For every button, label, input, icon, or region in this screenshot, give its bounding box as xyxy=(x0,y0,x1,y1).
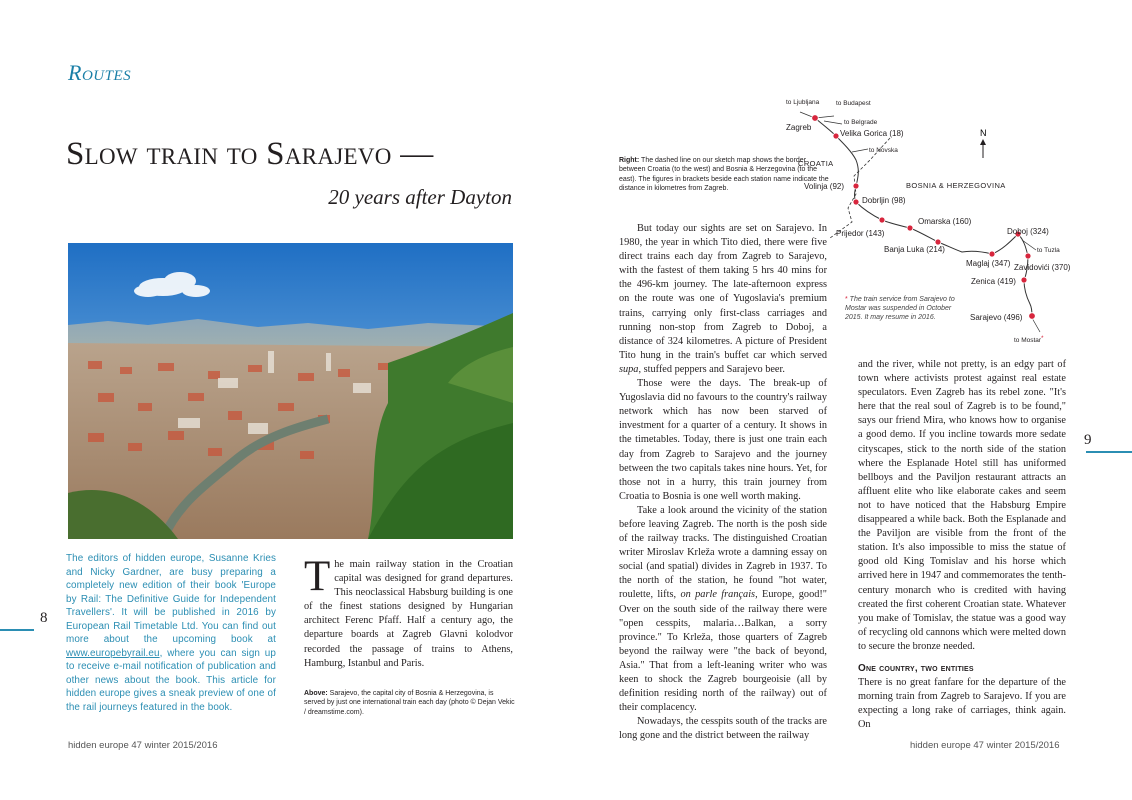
footnote-star: * xyxy=(845,296,848,303)
sidebar-text: The editors of hidden europe, Susanne Kries and Nicky Gardner, are busy preparing a completely new edition of their book 'Europe by Rail: The Definitive Guide for Independent Travellers'. It will be published in 2016 by European Rail Timetable Ltd. You can find out more about the upcoming book at xyxy=(66,553,276,645)
station-label-maglaj: Maglaj (347) xyxy=(966,259,1011,268)
station-label-zagreb: Zagreb xyxy=(786,123,812,132)
subheadline: 20 years after Dayton xyxy=(328,185,512,209)
footnote-text: The train service from Sarajevo to Mostar was suspended in October 2015. It may resume in 2016. xyxy=(845,296,955,321)
paragraph-1-italic: supa xyxy=(619,363,639,375)
station-dot-dobrljin xyxy=(853,199,859,205)
station-label-sarajevo: Sarajevo (496) xyxy=(970,313,1023,322)
station-label-volinja: Volinja (92) xyxy=(804,182,845,191)
headline: Slow train to Sarajevo — xyxy=(66,136,434,172)
station-label-dobrljin: Dobrljin (98) xyxy=(862,196,906,205)
exit-line-novska xyxy=(852,149,868,152)
country-label-bih: BOSNIA & HERZEGOVINA xyxy=(906,181,1006,190)
exit-label-belgrade: to Belgrade xyxy=(844,119,878,126)
station-dot-zagreb xyxy=(812,115,819,122)
section-label: Routes xyxy=(68,60,132,85)
paragraph-5: and the river, while not pretty, is an edgy part of town where activists protest against real estate speculators. Even Zagreb has its rebel zone. "It's here that the real soul of Zagreb is to be found," says our friend Mira, who knows how to organise a good demo. If you incline towards more sedate cityscapes, stick to the north side of the station where the Esplanade Hotel still has uniformed bellboys and the Paviljon restaurant attracts an affluent elite who like elaborate cakes and seem not to have noticed that the Habsburg Empire disappeared a while back. Both the Esplanade and the Paviljon are visible from the front of the station. It's also impossible to miss the statue of good old King Tomislav and his horse which arrived here in 1947 and commemorates the tenth-century monarch who is credited with having created the first coherent Croatian state. Whatever you make of Tomislav, the statue was a good way of recycling old cannons which were melted down to secure the bronze needed. xyxy=(858,359,1066,652)
footer-right: hidden europe 47 winter 2015/2016 xyxy=(910,740,1060,751)
station-dot-zenica xyxy=(1021,277,1027,283)
station-label-zenica: Zenica (419) xyxy=(971,277,1016,286)
article-column-1 xyxy=(619,222,827,743)
page-number-9: 9 xyxy=(1084,432,1092,448)
opening-paragraph: he main railway station in the Croatian capital was designed for grand departures. This neoclassical Habsburg building is one of the finest stations designed by Hungarian architect Ferenc Pfaff. Half a century ago, the departure boards at Zagreb Glavni kolodvor recorded the passage of trains to Athens, Hamburg, Istanbul and Paris. xyxy=(304,559,513,669)
exit-line-tuzla xyxy=(1022,240,1036,250)
station-label-omarska: Omarska (160) xyxy=(918,217,972,226)
paragraph-2: Those were the days. The break-up of Yugoslavia did no favours to the country's railway network which has now been starved of investment for a quarter of a century. It shows in the timetables. Today, there is just one train each day from Zagreb to Sarajevo and the journey between the two capitals takes nine hours. Yet, for those not in a hurry, this train journey from Croatia to Bosnia is one well worth making. xyxy=(619,378,827,502)
exit-label-novska: to Novska xyxy=(869,147,898,154)
map-footnote xyxy=(845,295,967,322)
country-label-croatia: CROATIA xyxy=(798,159,834,168)
station-dot-velika-gorica xyxy=(833,133,839,139)
map-caption-label: Right: xyxy=(619,157,640,164)
north-arrow-icon xyxy=(980,128,987,158)
exit-label-tuzla: to Tuzla xyxy=(1037,247,1060,254)
map-caption-text: The dashed line on our sketch map shows the border between Croatia (to the west) and Bosnia & Herzegovina (to the east). The figures in brackets beside each station name indicate the distance in kilometres from Zagreb. xyxy=(619,157,829,193)
photo-caption-label: Above: xyxy=(304,690,328,697)
paragraph-3-text: Take a look around the vicinity of the station before leaving Zagreb. The north is the posh side of the railway tracks. The distinguished Croatian writer Miroslav Krleža wrote a damning essay on social (and spatial) divides in Zagreb in 1937. To the north of the station, he found "hot water, roulette, lifts, xyxy=(619,504,827,601)
drop-cap: T xyxy=(304,553,331,600)
footer-left: hidden europe 47 winter 2015/2016 xyxy=(68,740,218,751)
paragraph-4: Nowadays, the cesspits south of the tracks are long gone and the district between the railway xyxy=(619,716,827,742)
folio-rule-right xyxy=(1086,451,1132,453)
paragraph-1-text: But today our sights are set on Sarajevo. In 1980, the year in which Tito died, there were five direct trains each day from Zagreb to Sarajevo, with the fastest of them taking 5 hrs 40 mins for the 496-km journey. The late-afternoon express on the route was one of Yugoslavia's premium trains, carrying only first-class carriages and running non-stop from Zagreb to Doboj, a distance of 324 kilometres. A picture of President Tito hung in the train's buffet car which served xyxy=(619,223,827,361)
station-dot-sarajevo xyxy=(1029,313,1036,320)
station-dot-zavidovici xyxy=(1025,253,1031,259)
station-label-velika-gorica: Velika Gorica (18) xyxy=(840,129,904,138)
section-subheading: One country, two entities xyxy=(858,662,974,674)
paragraph-6: There is no great fanfare for the departure of the morning train from Zagreb to Sarajevo. If you are expecting a long rake of carriages, think again. On xyxy=(858,677,1066,731)
paragraph-1-end: , stuffed peppers and Sarajevo beer. xyxy=(638,363,785,375)
photo-caption-text: Sarajevo, the capital city of Bosnia & Herzegovina, is served by just one international train each day (photo © Dejan Vekic / dreamstime.com). xyxy=(304,690,515,716)
page-number-8: 8 xyxy=(40,610,48,626)
article-column-2 xyxy=(858,358,1066,732)
station-dot-volinja xyxy=(853,183,859,189)
station-label-zavidovici: Zavidovići (370) xyxy=(1014,263,1070,272)
exit-line-belgrade xyxy=(824,121,842,124)
exit-label-budapest: to Budapest xyxy=(836,100,871,107)
sidebar-text-end: , where you can sign up to receive e-mail notification of publication and other news about the book. This article for hidden europe gives a sneak preview of one of the rail journeys featured in the book. xyxy=(66,647,276,713)
europebyrail-link[interactable]: www.europebyrail.eu xyxy=(66,647,160,659)
exit-line-mostar xyxy=(1032,318,1040,332)
paragraph-1 xyxy=(619,222,827,377)
station-dot-prijedor xyxy=(879,217,885,223)
north-label: N xyxy=(980,128,987,138)
station-label-doboj: Doboj (324) xyxy=(1007,227,1049,236)
station-dot-maglaj xyxy=(989,251,995,257)
paragraph-3-end: , Europe, good!" Over on the south side of the railway there were "open cesspits, malaria…Balkan, a sorry province." To Krleža, those quarters of Zagreb beyond the railway were "the back of beyond, Asia." That from a left-leaning writer who was keen to shock the Zagreb bourgeoisie (all by definition residing north of the railway) out of their complacency. xyxy=(619,589,827,714)
exit-label-mostar-star: * xyxy=(1041,335,1044,342)
paragraph-3-italic: on parle français xyxy=(680,589,756,601)
exit-label-ljubljana: to Ljubljana xyxy=(786,99,820,106)
station-label-prijedor: Prijedor (143) xyxy=(836,229,885,238)
station-label-banja-luka: Banja Luka (214) xyxy=(884,245,945,254)
exit-label-mostar: to Mostar xyxy=(1014,337,1042,344)
paragraph-3 xyxy=(619,504,827,715)
station-dot-omarska xyxy=(907,225,913,231)
